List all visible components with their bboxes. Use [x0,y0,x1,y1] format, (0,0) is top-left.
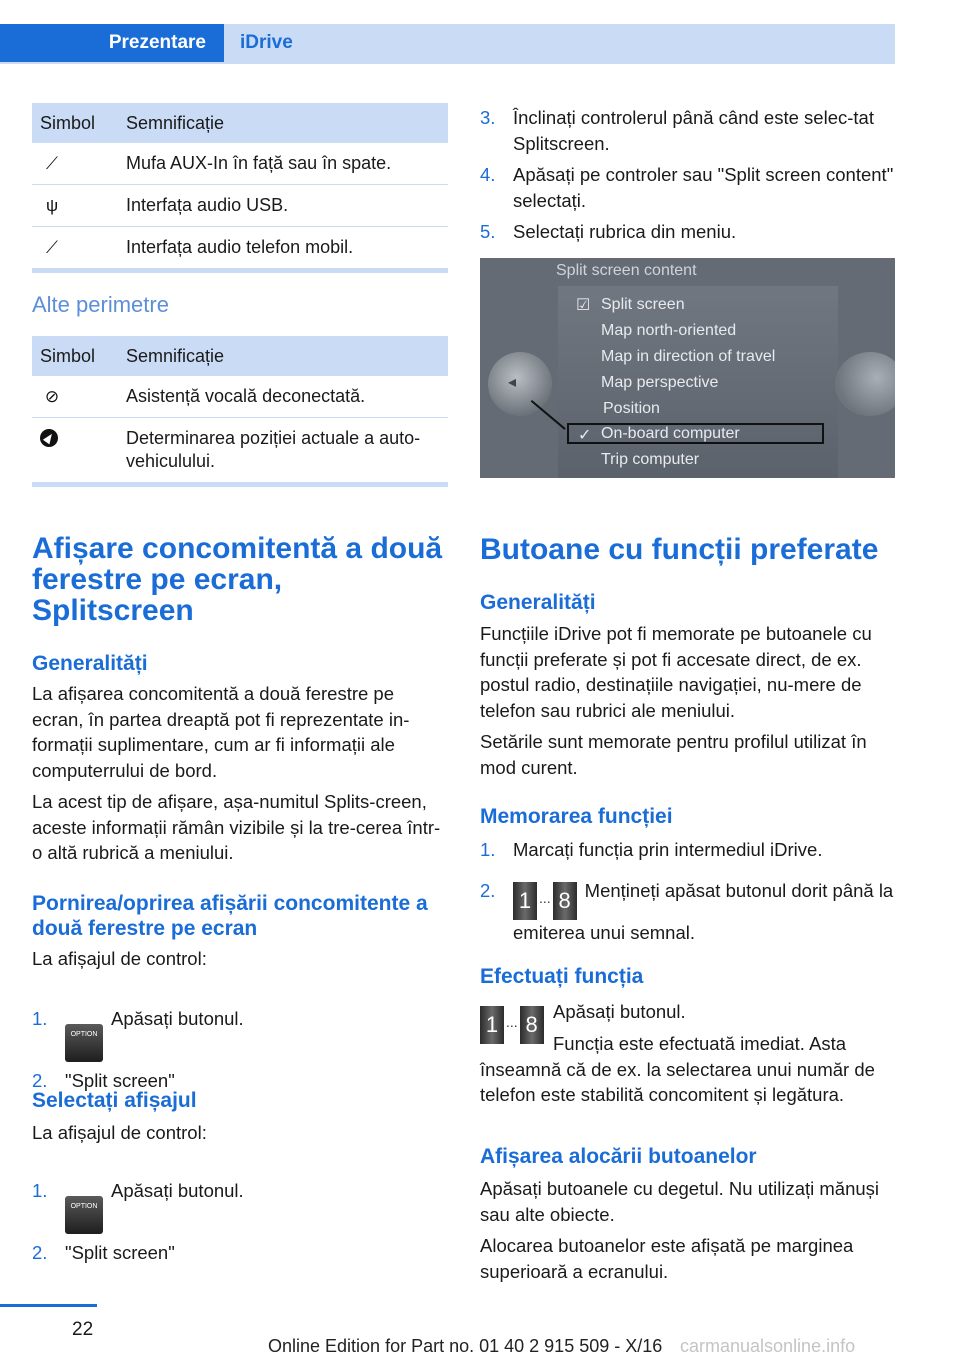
list-item: 1. OPTIONApăsați butonul. [32,1006,448,1062]
menu-item-selected: On-board computer [601,425,740,442]
favorite-buttons-icon: 1 ... 8 [480,1006,550,1044]
paragraph: Apăsați butonul. [553,1001,686,1022]
favorite-button-8-icon: 8 [553,882,577,920]
table-row [32,376,448,418]
list-item: 1. Marcați funcția prin intermediul iDrive. [480,839,823,860]
symbol-table-2 [32,336,448,487]
list-item: 3. Înclinați controlerul până când este selec-tat Splitscreen. [480,107,874,154]
section-title-splitscreen: Afișare concomitentă a două ferestre pe ecran, Splitscreen [32,532,443,627]
tab-prezentare[interactable]: Prezentare [0,24,224,62]
menu-item: Position [603,400,660,417]
heading-display: Afișarea alocării butoanelor [480,1145,757,1168]
table-header-symbol: Simbol [32,336,118,376]
table-row [32,185,448,227]
heading-store: Memorarea funcției [480,805,673,828]
section-heading-other: Alte perimetre [32,292,169,317]
list-item: 2. 1 ... 8 Mențineți apăsat butonul dorit până la emiterea unui semnal. [480,879,894,943]
paragraph: Apăsați butoanele cu degetul. Nu utilizați mănuși sau alte obiecte. [480,1178,880,1225]
paragraph: Alocarea butoanelor este afișată pe marginea superioară a ecranului. [480,1235,854,1282]
paragraph: Setările sunt memorate pentru profilul utilizat în mod curent. [480,731,867,778]
edition-footer: Online Edition for Part no. 01 40 2 915 509 - X/16 [268,1336,663,1356]
mobile-phone-icon: ⟋ [46,238,58,257]
heading-general: Generalități [32,652,148,675]
list-item: 2. "Split screen" [32,1242,175,1263]
watermark: carmanualsonline.info [680,1336,856,1356]
paragraph: La afișarea concomitentă a două ferestre pe ecran, în partea dreaptă pot fi reprezentate in-formații suplimentare, cum ar fi informații ale computerrului de bord. [32,683,410,781]
page-number: 22 [72,1319,94,1340]
table-header-meaning: Semnificație [118,103,448,143]
table-bottom-rule [32,482,448,487]
tab-idrive[interactable]: iDrive [224,24,895,62]
selection-highlight [567,423,824,444]
section-title-favorites: Butoane cu funcții preferate [480,533,879,566]
paragraph: Funcția este efectuată imediat. Asta înseamnă că de ex. la selectarea unui număr de telefon este stabilită concomitent și legătura. [480,1033,875,1105]
table-bottom-rule [32,268,448,273]
page-number-rule [0,1304,97,1307]
screen-title: Split screen content [556,262,697,279]
usb-icon: ψ [45,196,59,215]
voice-off-icon: ⊘ [44,387,60,406]
paragraph: La afișajul de control: [32,1122,207,1143]
checkbox-icon: ☑ [576,297,591,314]
heading-general: Generalități [480,591,596,614]
table-cell: Interfața audio telefon mobil. [126,237,354,257]
table-cell: Interfața audio USB. [118,185,448,227]
paragraph: La afișajul de control: [32,948,207,969]
store-steps [480,837,896,945]
table-cell: Determinarea poziției actuale a auto-vehiculului. [126,428,421,471]
table-row [32,418,448,483]
heading-execute: Efectuați funcția [480,965,644,988]
menu-item: Split screen [601,296,685,313]
list-item: 4. Apăsați pe controler sau "Split screen content" selectați. [480,164,894,211]
table-header-meaning: Semnificație [118,336,448,376]
aux-plug-icon: ⟋ [46,154,58,173]
paragraph: La acest tip de afișare, așa-numitul Splits-creen, aceste informații rămân vizibile și la tre-cerea într-o altă rubrică a meniului. [32,791,441,863]
checkmark-icon: ✓ [578,427,592,444]
list-item: 5. Selectați rubrica din meniu. [480,221,737,242]
controller-knob-right-icon [835,352,895,416]
symbol-table-1 [32,103,448,273]
menu-item: Map perspective [601,374,719,391]
select-steps [32,1178,448,1266]
table-row [32,143,448,185]
heading-onoff: Pornirea/oprirea afișării concomitente a două ferestre pe ecran [32,892,428,940]
paragraph: Funcțiile iDrive pot fi memorate pe butoanele cu funcții preferate și pot fi accesate direct, de ex. postul radio, destinațiile navigației, nu-mere de telefon sau rubrici ale meniului. [480,623,872,721]
heading-select: Selectați afișajul [32,1089,197,1112]
table-cell: Mufa AUX-In în față sau în spate. [118,143,448,185]
splitscreen-steps [480,105,896,245]
menu-item: Map north-oriented [601,322,737,339]
idrive-screen-image [480,258,895,478]
favorite-button-1-icon: 1 [513,882,537,920]
onoff-steps [32,1006,448,1094]
option-button-icon: OPTION [65,1024,103,1062]
menu-item: Map in direction of travel [601,348,776,365]
list-item: 2. "Split screen" [32,1070,175,1091]
option-button-icon: OPTION [65,1196,103,1234]
menu-item: Trip computer [601,451,700,468]
table-cell: Asistență vocală deconectată. [118,376,448,418]
list-item: 1. OPTIONApăsați butonul. [32,1178,448,1234]
table-header-symbol: Simbol [32,103,118,143]
table-row [32,227,448,269]
position-icon [40,429,58,447]
page-header [0,0,960,64]
controller-knob-icon [488,352,552,416]
header-divider [0,62,895,64]
